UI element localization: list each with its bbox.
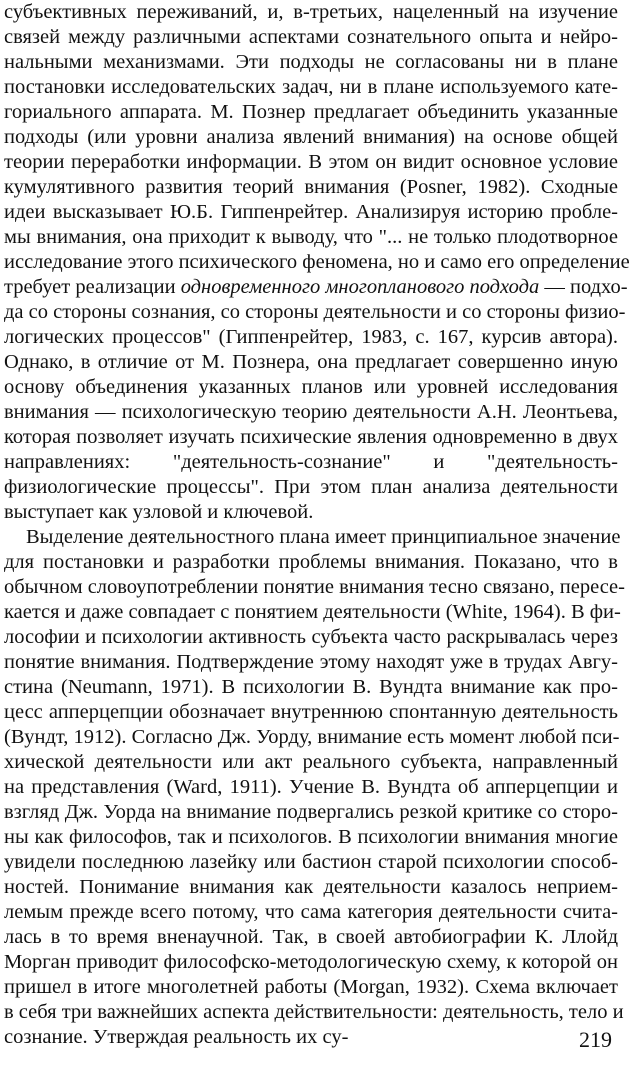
text-line: кумулятивного развития теорий внимания (Posner, 1982). Сходные (4, 176, 618, 198)
text-span: — подхо- (539, 276, 628, 298)
text-line: пришел в итоге многолетней работы (Morgan, 1932). Схема включает (4, 976, 618, 998)
text-line: внимания — психологическую теорию деятельности А.Н. Леонтьева, (4, 401, 618, 423)
text-line: нальными механизмами. Эти подходы не согласованы ни в плане (4, 51, 618, 73)
text-line: увидели последнюю лазейку или бастион старой психологии способ- (4, 851, 618, 873)
text-line: идеи высказывает Ю.Б. Гиппенрейтер. Анализируя историю пробле- (4, 201, 618, 223)
text-line: стина (Neumann, 1971). В психологии В. Вундта внимание как про- (4, 676, 618, 698)
text-line: постановки исследовательских задач, ни в плане используемого кате- (4, 76, 618, 98)
emphasized-phrase: одновременного многопланового подхода (180, 276, 540, 298)
text-line: лась в то время вненаучной. Так, в своей автобиографии К. Ллойд (4, 926, 618, 948)
text-line: Однако, в отличие от М. Познера, она предлагает совершенно иную (4, 351, 618, 373)
text-line: субъективных переживаний, и, в-третьих, нацеленный на изучение (4, 1, 618, 23)
text-line: ны как философов, так и психологов. В психологии внимания многие (4, 826, 618, 848)
text-line: подходы (или уровни анализа явлений внимания) на основе общей (4, 126, 618, 148)
text-line: да со стороны сознания, со стороны деятельности и со стороны физио- (4, 301, 626, 323)
text-line: логических процессов" (Гиппенрейтер, 1983, с. 167, курсив автора). (4, 326, 618, 348)
text-line: исследование этого психического феномена, но и само его определение (4, 251, 630, 273)
text-line: основу объединения указанных планов или уровней исследования (4, 376, 618, 398)
text-line: физиологические процессы". При этом план анализа деятельности (4, 476, 618, 498)
text-line: обычном словоупотреблении понятие внимания тесно связано, пересе- (4, 576, 625, 598)
text-line: сознание. Утверждая реальность их су- (4, 1026, 349, 1048)
text-line: гориального аппарата. М. Познер предлагает объединить указанные (4, 101, 618, 123)
text-span: требует реализации (4, 276, 181, 298)
text-line: хической деятельности или акт реального субъекта, направленный (4, 751, 618, 773)
text-line: теории переработки информации. В этом он видит основное условие (4, 151, 618, 173)
page-number: 219 (579, 1027, 612, 1052)
text-line: Выделение деятельностного плана имеет принципиальное значение (26, 526, 621, 548)
text-line: которая позволяет изучать психические явления одновременно в двух (4, 426, 618, 448)
text-line: (Вундт, 1912). Согласно Дж. Уорду, внимание есть момент любой пси- (4, 726, 620, 748)
text-line: Морган приводит философско-методологическую схему, к которой он (4, 951, 618, 973)
text-line: ностей. Понимание внимания как деятельности казалось неприем- (4, 876, 618, 898)
text-line: направлениях: "деятельность-сознание" и "деятельность- (4, 451, 618, 473)
text-line: для постановки и разработки проблемы внимания. Показано, что в (4, 551, 618, 573)
text-line: лософии и психологии активность субъекта часто раскрывалась через (4, 626, 618, 648)
text-line: выступает как узловой и ключевой. (4, 501, 314, 523)
text-line: цесс апперцепции обозначает внутреннюю спонтанную деятельность (4, 701, 618, 723)
text-line-with-emphasis (4, 275, 628, 300)
text-line: кается и даже совпадает с понятием деятельности (White, 1964). В фи- (4, 601, 621, 623)
text-line: понятие внимания. Подтверждение этому находят уже в трудах Авгу- (4, 651, 618, 673)
text-line: мы внимания, она приходит к выводу, что "... не только плодотворное (4, 226, 618, 248)
text-line: взгляд Дж. Уорда на внимание подвергались резкой критике со сторо- (4, 801, 618, 823)
text-line: на представления (Ward, 1911). Учение В. Вундта об апперцепции и (4, 776, 618, 798)
text-line: в себя три важнейших аспекта действительности: деятельность, тело и (4, 1001, 624, 1023)
text-line: лемым прежде всего потому, что сама категория деятельности счита- (4, 901, 618, 923)
text-line: связей между различными аспектами сознательного опыта и нейро- (4, 26, 618, 48)
